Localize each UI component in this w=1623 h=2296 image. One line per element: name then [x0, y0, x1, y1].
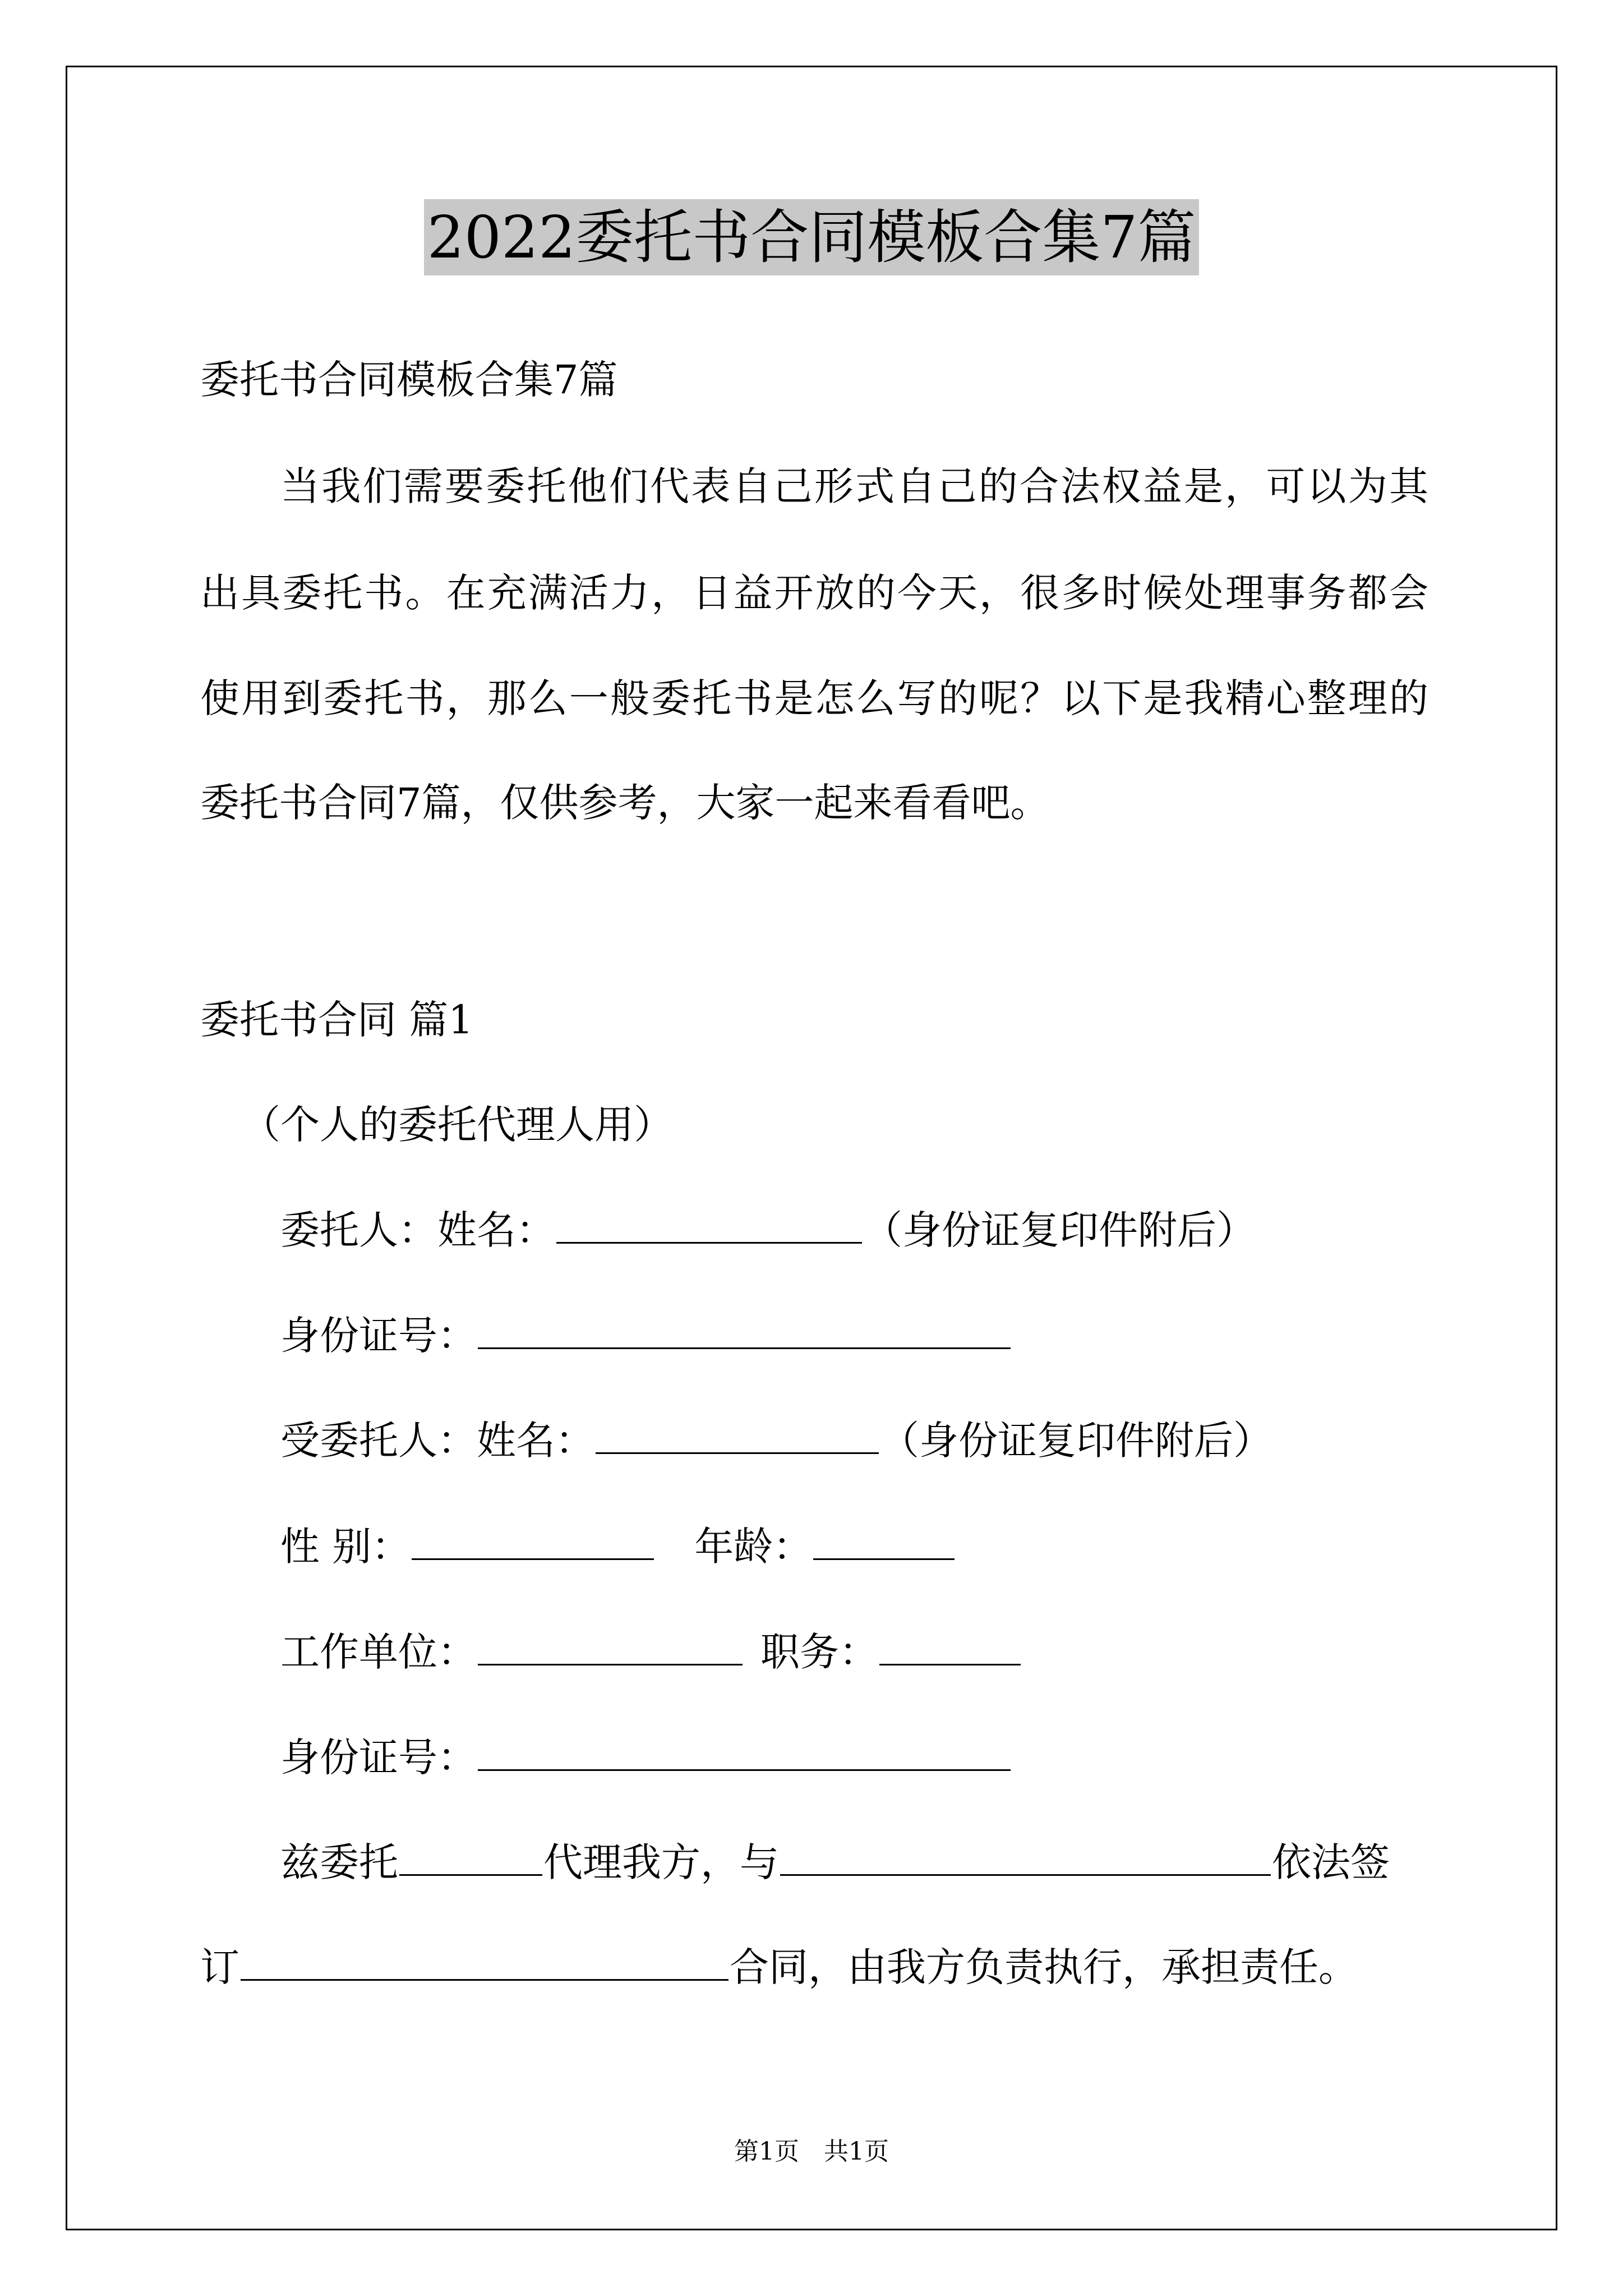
clause-text: 订 — [200, 1944, 239, 1990]
clause-line-2 — [200, 1942, 1358, 1993]
contract-name-blank — [241, 1944, 728, 1981]
agent-id-row — [280, 1732, 1012, 1783]
principal-id-label: 身份证号： — [280, 1313, 477, 1359]
agent-blank — [399, 1839, 542, 1876]
document-subtitle: 委托书合同模板合集7篇 — [200, 357, 618, 403]
gender-label: 性 别： — [280, 1524, 411, 1570]
agent-id-blank — [478, 1734, 1011, 1771]
principal-name-label: 委托人：姓名： — [280, 1207, 555, 1253]
agent-id-label: 身份证号： — [280, 1734, 477, 1780]
gender-blank — [412, 1524, 654, 1560]
principal-name-row — [280, 1205, 1256, 1255]
gender-age-row — [280, 1521, 956, 1572]
employer-blank — [478, 1629, 743, 1665]
age-blank — [813, 1524, 955, 1560]
agent-name-row — [280, 1415, 1272, 1466]
intro-paragraph-line: 委托书合同7篇，仅供参考，大家一起来看看吧。 — [200, 780, 1050, 826]
counterparty-blank — [780, 1839, 1271, 1876]
position-blank — [879, 1629, 1021, 1665]
employer-position-row — [280, 1627, 1022, 1677]
intro-paragraph-line: 当我们需要委托他们代表自己形式自己的合法权益是，可以为其 — [280, 463, 1428, 509]
intro-paragraph-line: 使用到委托书，那么一般委托书是怎么写的呢？以下是我精心整理的 — [200, 675, 1428, 721]
agent-name-note: （身份证复印件附后） — [880, 1418, 1272, 1464]
clause-text: 依法签 — [1272, 1839, 1390, 1885]
clause-line-1 — [280, 1837, 1390, 1888]
document-title: 2022委托书合同模板合集7篇 — [424, 199, 1200, 275]
position-label: 职务： — [760, 1629, 878, 1675]
employer-label: 工作单位： — [280, 1629, 477, 1675]
clause-text: 兹委托 — [280, 1839, 398, 1885]
principal-name-note: （身份证复印件附后） — [863, 1207, 1256, 1253]
agent-name-blank — [596, 1418, 879, 1454]
clause-text: 代理我方，与 — [543, 1839, 779, 1885]
section-heading: 委托书合同 篇1 — [200, 997, 473, 1043]
age-label: 年龄： — [694, 1524, 813, 1570]
principal-id-blank — [478, 1313, 1011, 1349]
principal-name-blank — [556, 1207, 862, 1244]
intro-paragraph-line: 出具委托书。在充满活力，日益开放的今天，很多时候处理事务都会 — [200, 570, 1428, 616]
page-footer: 第1页 共1页 — [734, 2137, 889, 2166]
form-note: （个人的委托代理人用） — [241, 1102, 673, 1148]
clause-text: 合同，由我方负责执行，承担责任。 — [730, 1944, 1358, 1990]
title-container — [0, 199, 1623, 275]
principal-id-row — [280, 1310, 1012, 1361]
agent-name-label: 受委托人：姓名： — [280, 1418, 594, 1464]
